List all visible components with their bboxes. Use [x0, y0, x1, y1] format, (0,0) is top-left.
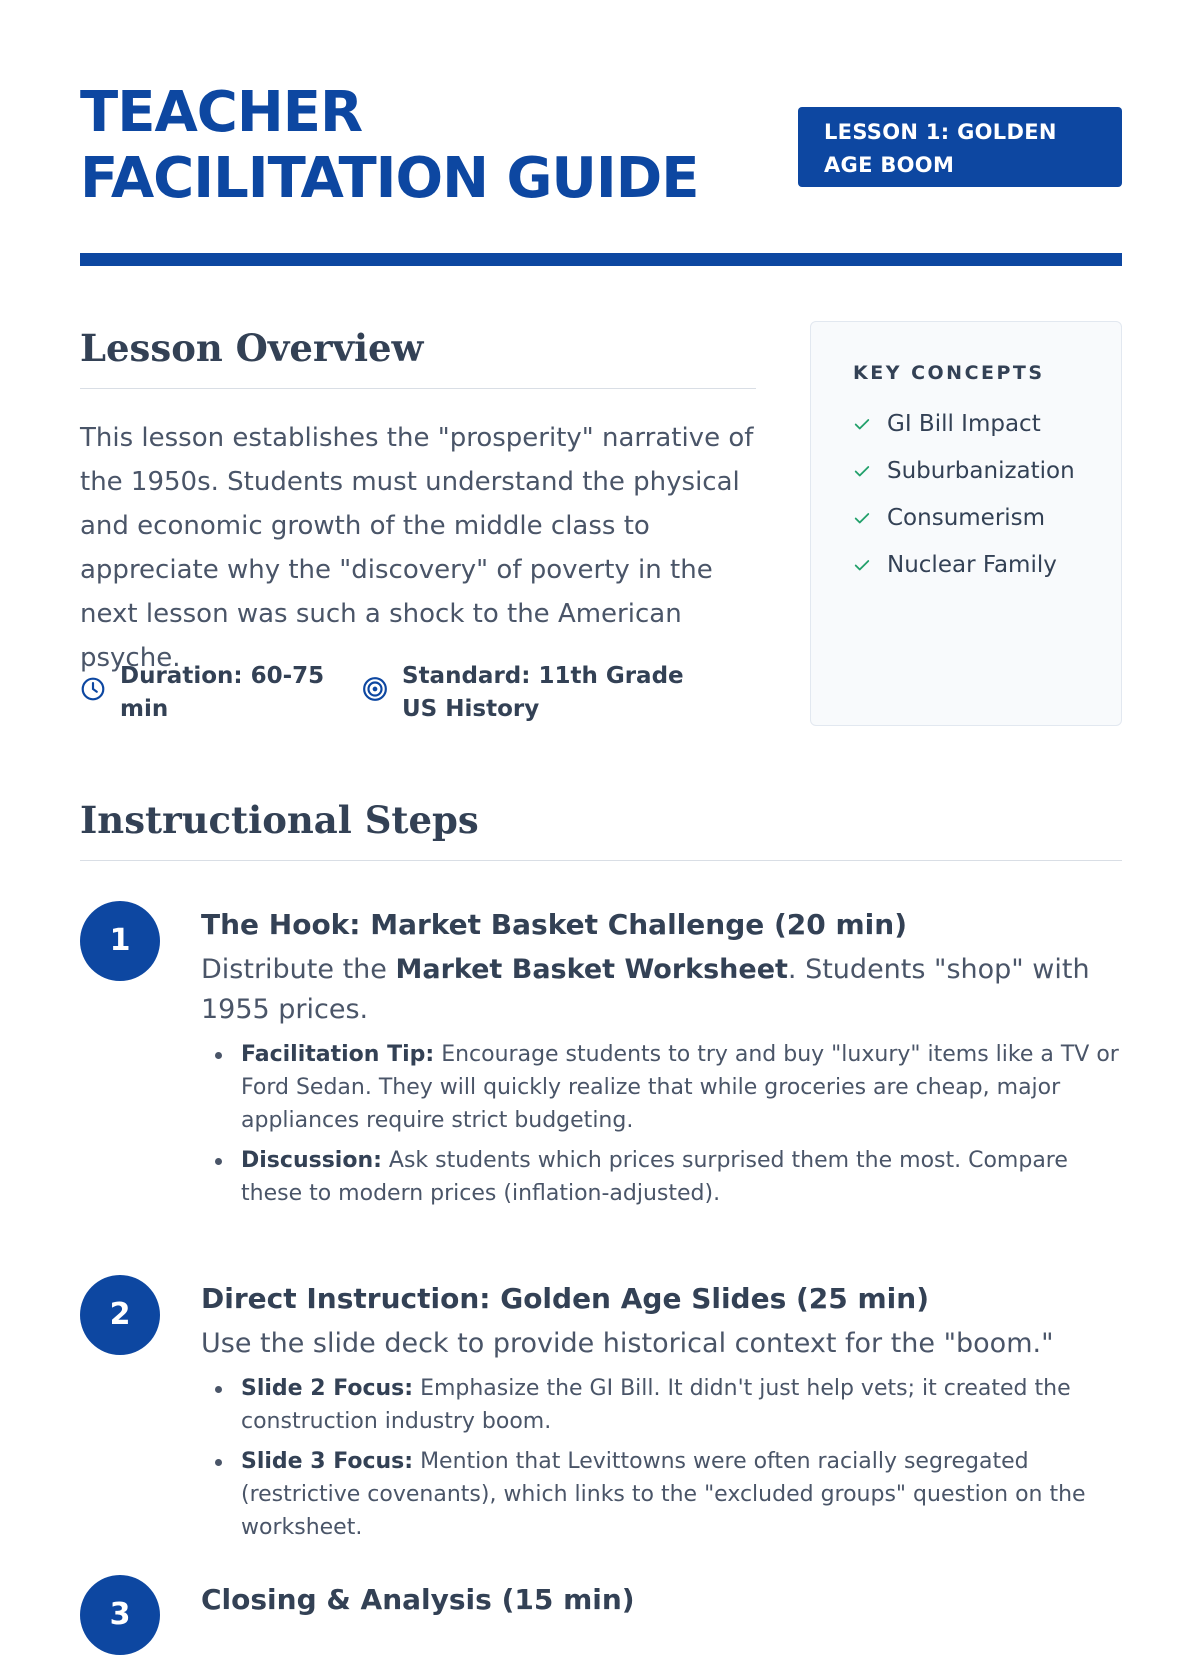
step-description: Distribute the Market Basket Worksheet. Students "shop" with 1955 prices.: [201, 954, 1090, 1025]
header-divider: [80, 253, 1122, 266]
step-number-badge: 3: [80, 1575, 160, 1655]
key-concepts-list: [853, 400, 1075, 588]
step-note: Discussion: Ask students which prices surprised them the most. Compare these to modern prices (inflation-adjusted).: [241, 1144, 1122, 1210]
lesson-badge: LESSON 1: GOLDEN AGE BOOM: [798, 107, 1122, 187]
step-title: The Hook: Market Basket Challenge (20 min): [201, 908, 907, 941]
step-number-badge: 2: [80, 1275, 160, 1355]
overview-heading: Lesson Overview: [80, 326, 424, 370]
key-concept-label: Consumerism: [887, 504, 1046, 531]
overview-divider: [80, 388, 756, 389]
duration-meta: [80, 660, 340, 726]
key-concepts-card: [810, 321, 1122, 726]
step-notes: [201, 1038, 1122, 1210]
step-note: Slide 2 Focus: Emphasize the GI Bill. It didn't just help vets; it created the construction industry boom.: [241, 1372, 1122, 1438]
page-title: [80, 80, 760, 212]
key-concept-item: [853, 494, 1075, 541]
step-3: [201, 1575, 1122, 1625]
note-label: Discussion:: [241, 1148, 382, 1173]
title-line-2: FACILITATION GUIDE: [80, 146, 699, 211]
title-line-1: TEACHER: [80, 80, 363, 145]
standard-label: Standard: 11th Grade US History: [402, 663, 684, 722]
note-label: Slide 3 Focus:: [241, 1449, 414, 1474]
check-icon: [853, 462, 871, 480]
standard-meta: [362, 660, 722, 726]
key-concept-item: [853, 447, 1075, 494]
key-concept-item: [853, 541, 1075, 588]
instructional-steps-heading: Instructional Steps: [80, 798, 479, 842]
step-number-badge: 1: [80, 901, 160, 981]
key-concept-label: Nuclear Family: [887, 551, 1057, 578]
check-icon: [853, 415, 871, 433]
overview-text: This lesson establishes the "prosperity" narrative of the 1950s. Students must understand the physical and economic growth of the middle class to appreciate why the "discovery" of poverty in the next lesson was such a shock to the American psyche.: [80, 423, 754, 673]
step-note: Facilitation Tip: Encourage students to try and buy "luxury" items like a TV or Ford Sedan. They will quickly realize that while groceries are cheap, major appliances require strict budgeting.: [241, 1038, 1122, 1137]
step-title: Direct Instruction: Golden Age Slides (25 min): [201, 1282, 930, 1315]
steps-divider: [80, 860, 1122, 861]
step-notes: [201, 1372, 1122, 1544]
step-note: Slide 3 Focus: Mention that Levittowns were often racially segregated (restrictive covenants), which links to the "excluded groups" question on the worksheet.: [241, 1445, 1122, 1544]
key-concept-item: [853, 400, 1075, 447]
key-concept-label: Suburbanization: [887, 457, 1075, 484]
step-description: Use the slide deck to provide historical context for the "boom.": [201, 1328, 1054, 1359]
step-1: [201, 900, 1122, 1217]
check-icon: [853, 556, 871, 574]
note-label: Facilitation Tip:: [241, 1042, 435, 1067]
duration-label: Duration: 60-75 min: [120, 663, 325, 722]
note-label: Slide 2 Focus:: [241, 1376, 414, 1401]
step-2: [201, 1274, 1122, 1551]
worksheet-name: Market Basket Worksheet: [395, 954, 788, 985]
step-title: Closing & Analysis (15 min): [201, 1583, 635, 1616]
key-concepts-heading: KEY CONCEPTS: [853, 362, 1045, 384]
clock-icon: [80, 676, 106, 702]
target-icon: [362, 676, 388, 702]
check-icon: [853, 509, 871, 527]
key-concept-label: GI Bill Impact: [887, 410, 1041, 437]
